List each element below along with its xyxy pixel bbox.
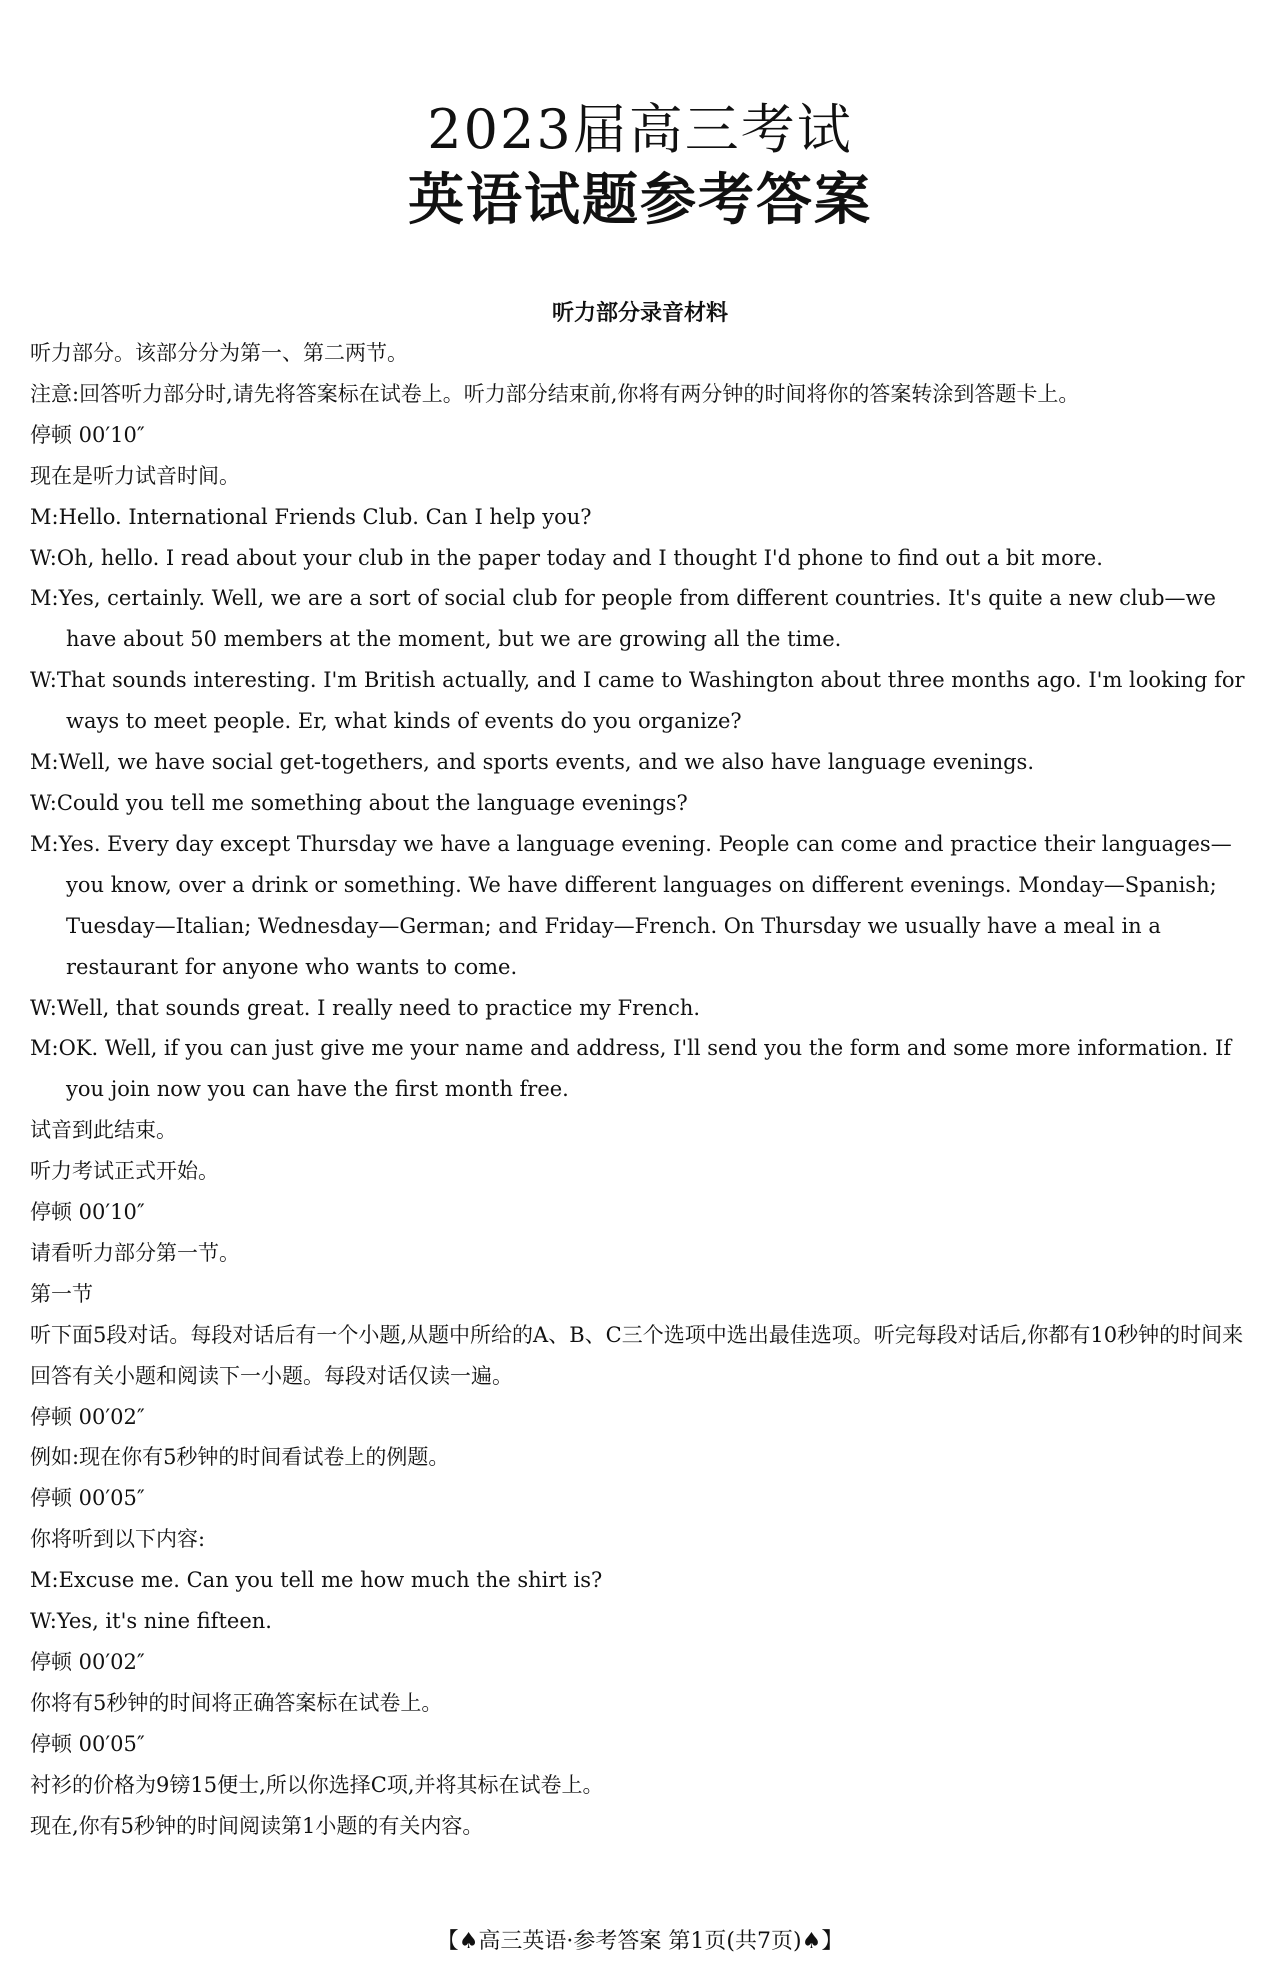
transcript-line: 注意:回答听力部分时,请先将答案标在试卷上。听力部分结束前,你将有两分钟的时间将你的答案转涂到答题卡上。: [30, 381, 1080, 406]
transcript-line: 听力部分。该部分分为第一、第二两节。: [30, 341, 408, 365]
section-title: 听力部分录音材料: [551, 300, 728, 326]
transcript-line: M:Well, we have social get-togethers, and sports events, and we also have language evenings.: [30, 750, 1035, 775]
transcript-line: 停顿 00′02″: [30, 1650, 145, 1674]
transcript-line: W:Oh, hello. I read about your club in the paper today and I thought I'd phone to find out a bit more.: [30, 545, 1103, 570]
page-footer: [0, 1922, 1280, 1962]
transcript-line: 停顿 00′05″: [30, 1486, 145, 1511]
transcript-line: M:OK. Well, if you can just give me your name and address, I'll send you the form and some more information. If you join now you can have the first month free.: [30, 1036, 1232, 1102]
transcript-line: 你将有5秒钟的时间将正确答案标在试卷上。: [30, 1690, 443, 1715]
transcript-line: 停顿 00′05″: [30, 1731, 145, 1756]
transcript-line: 停顿 00′10″: [30, 422, 145, 447]
transcript-line: 停顿 00′02″: [30, 1404, 145, 1429]
transcript-body: [30, 333, 1250, 1847]
transcript-line: 你将听到以下内容:: [30, 1527, 206, 1552]
transcript-line: W:Could you tell me something about the language evenings?: [30, 790, 688, 815]
transcript-line: 现在,你有5秒钟的时间阅读第1小题的有关内容。: [30, 1813, 484, 1838]
transcript-line: 例如:现在你有5秒钟的时间看试卷上的例题。: [30, 1445, 450, 1470]
spade-icon: ♠: [801, 1929, 822, 1954]
transcript-line: 衬衫的价格为9镑15便士,所以你选择C项,并将其标在试卷上。: [30, 1772, 604, 1797]
transcript-line: M:Hello. International Friends Club. Can I help you?: [30, 504, 592, 529]
transcript-line: M:Yes, certainly. Well, we are a sort of social club for people from different countries. It's quite a new club—we have about 50 members at the moment, but we are growing all the time.: [30, 586, 1216, 652]
transcript-line: W:Well, that sounds great. I really need to practice my French.: [30, 995, 701, 1020]
transcript-line: M:Yes. Every day except Thursday we have a language evening. People can come and practice their languages—you know, over a drink or something. We have different languages on different evenings. Monday—Spanish; Tuesday—Italian; Wednesday—German; and Friday—French. On Thursday we usually have a meal in a restaurant for anyone who wants to come.: [30, 831, 1232, 979]
transcript-line: 听下面5段对话。每段对话后有一个小题,从题中所给的A、B、C三个选项中选出最佳选项。听完每段对话后,你都有10秒钟的时间来回答有关小题和阅读下一小题。每段对话仅读一遍。: [30, 1322, 1244, 1388]
footer-bracket-left: 【: [436, 1929, 459, 1954]
footer-bracket-right: 】: [821, 1929, 844, 1954]
transcript-line: 停顿 00′10″: [30, 1200, 145, 1225]
transcript-line: 第一节: [30, 1281, 93, 1306]
footer-page-info: 高三英语·参考答案 第1页(共7页): [478, 1929, 802, 1954]
document-title-line2: 英语试题参考答案: [408, 167, 872, 233]
transcript-line: 试音到此结束。: [30, 1118, 177, 1143]
spade-icon: ♠: [458, 1929, 479, 1954]
transcript-line: 听力考试正式开始。: [30, 1159, 219, 1184]
transcript-line: 现在是听力试音时间。: [30, 463, 240, 488]
transcript-line: 请看听力部分第一节。: [30, 1240, 240, 1265]
document-title-line1: 2023届高三考试: [427, 98, 853, 161]
transcript-line: W:That sounds interesting. I'm British actually, and I came to Washington about three months ago. I'm looking for ways to meet people. Er, what kinds of events do you organize?: [30, 668, 1245, 734]
transcript-line: W:Yes, it's nine fifteen.: [30, 1609, 272, 1634]
transcript-line: M:Excuse me. Can you tell me how much the shirt is?: [30, 1568, 603, 1593]
